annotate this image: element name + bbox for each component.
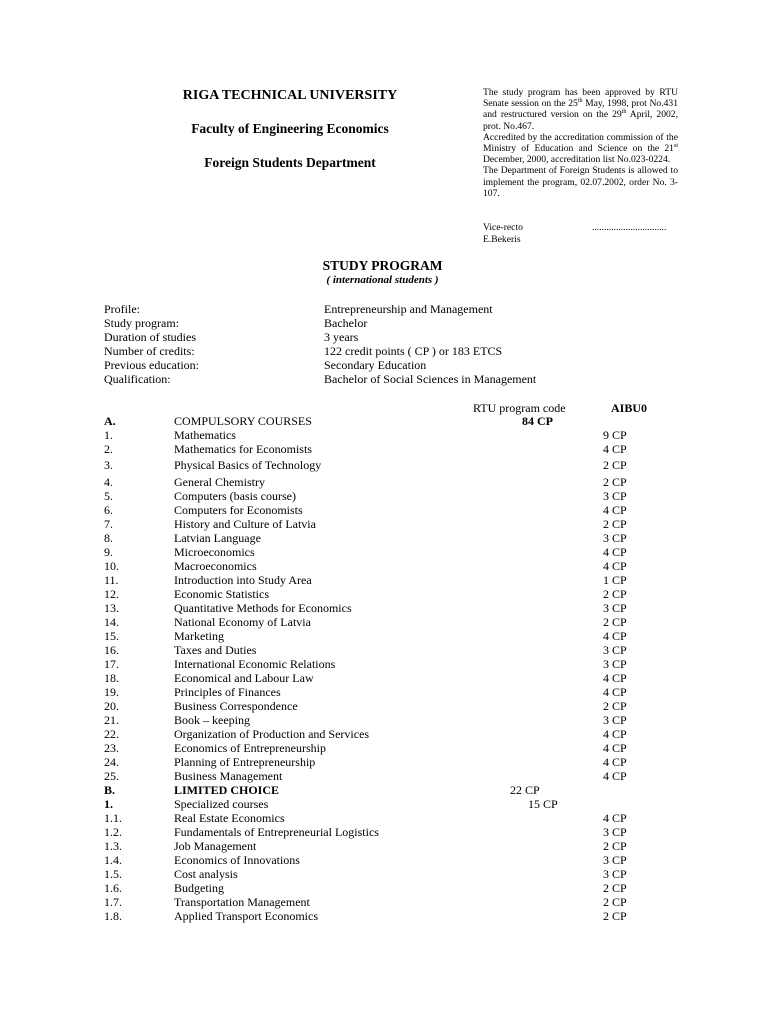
course-number: 1.2. <box>104 825 122 839</box>
course-row <box>0 657 768 671</box>
faculty-name: Faculty of Engineering Economics <box>191 121 389 136</box>
course-number: 9. <box>104 545 113 559</box>
info-value-study-program: Bachelor <box>324 316 368 330</box>
course-number: 21. <box>104 713 119 727</box>
course-credits: 2 CP <box>603 909 627 923</box>
course-row <box>0 825 768 839</box>
approval-paragraph-department: The Department of Foreign Students is allowed to implement the program, 02.07.2002, order No. 3-107. <box>483 165 678 199</box>
info-label-previous-education: Previous education: <box>104 358 199 372</box>
course-name: Macroeconomics <box>174 559 257 573</box>
course-credits: 2 CP <box>603 587 627 601</box>
course-name: Computers for Economists <box>174 503 303 517</box>
course-number: 25. <box>104 769 119 783</box>
course-credits: 4 CP <box>603 811 627 825</box>
course-number: 1.3. <box>104 839 122 853</box>
course-number: 18. <box>104 671 119 685</box>
section-limited-header <box>0 783 768 797</box>
section-title: COMPULSORY COURSES <box>174 414 312 428</box>
course-name: Economics of Innovations <box>174 853 300 867</box>
course-number: 23. <box>104 741 119 755</box>
course-credits: 4 CP <box>603 755 627 769</box>
course-credits: 2 CP <box>603 895 627 909</box>
course-row <box>0 909 768 923</box>
info-value-qualification: Bachelor of Social Sciences in Management <box>324 372 537 386</box>
course-credits: 3 CP <box>603 657 627 671</box>
course-number: 4. <box>104 475 113 489</box>
course-credits: 2 CP <box>603 458 627 472</box>
course-row <box>0 587 768 601</box>
section-letter: A. <box>104 414 116 428</box>
course-credits: 4 CP <box>603 629 627 643</box>
course-row <box>0 531 768 545</box>
course-credits: 4 CP <box>603 442 627 456</box>
group-title: Specialized courses <box>174 797 269 811</box>
course-credits: 2 CP <box>603 699 627 713</box>
info-value-profile: Entrepreneurship and Management <box>324 302 493 316</box>
program-subtitle: ( international students ) <box>326 274 439 286</box>
info-label-qualification: Qualification: <box>104 372 171 386</box>
course-name: Introduction into Study Area <box>174 573 312 587</box>
course-name: Budgeting <box>174 881 224 895</box>
section-letter: B. <box>104 783 116 797</box>
approval-paragraph-senate <box>483 87 678 132</box>
department-name: Foreign Students Department <box>204 155 376 170</box>
course-credits: 4 CP <box>603 727 627 741</box>
course-name: Job Management <box>174 839 257 853</box>
course-name: Latvian Language <box>174 531 261 545</box>
course-credits: 1 CP <box>603 573 627 587</box>
course-name: Business Management <box>174 769 283 783</box>
course-credits: 3 CP <box>603 643 627 657</box>
university-name: RIGA TECHNICAL UNIVERSITY <box>182 88 398 103</box>
course-number: 12. <box>104 587 119 601</box>
course-credits: 4 CP <box>603 503 627 517</box>
course-name: General Chemistry <box>174 475 265 489</box>
course-name: Mathematics <box>174 428 236 442</box>
info-value-credits: 122 credit points ( CP ) or 183 ETCS <box>324 344 503 358</box>
course-row <box>0 769 768 783</box>
course-row <box>0 559 768 573</box>
info-label-duration: Duration of studies <box>104 330 196 344</box>
course-row <box>0 489 768 503</box>
course-number: 6. <box>104 503 113 517</box>
course-row <box>0 517 768 531</box>
course-credits: 3 CP <box>603 489 627 503</box>
course-row <box>0 839 768 853</box>
course-name: Computers (basis course) <box>174 489 296 503</box>
course-name: Transportation Management <box>174 895 310 909</box>
ordinal-suffix: th <box>577 98 583 105</box>
course-number: 13. <box>104 601 119 615</box>
course-row <box>0 755 768 769</box>
course-row <box>0 671 768 685</box>
course-number: 24. <box>104 755 119 769</box>
course-name: Economics of Entrepreneurship <box>174 741 326 755</box>
course-credits: 2 CP <box>603 881 627 895</box>
course-name: Real Estate Economics <box>174 811 285 825</box>
approval-text: Accredited by the accreditation commission of the Ministry of Education and Science on the 21 <box>483 131 678 155</box>
course-name: Planning of Entrepreneurship <box>174 755 316 769</box>
course-name: Economical and Labour Law <box>174 671 314 685</box>
course-credits: 4 CP <box>603 545 627 559</box>
course-row <box>0 615 768 629</box>
course-number: 1. <box>104 428 113 442</box>
course-credits: 9 CP <box>603 428 627 442</box>
approval-text: April, 2002, prot. No.467. <box>483 109 678 132</box>
group-number: 1. <box>104 797 113 811</box>
course-row <box>0 458 768 472</box>
course-number: 1.8. <box>104 909 122 923</box>
course-credits: 4 CP <box>603 559 627 573</box>
course-name: Taxes and Duties <box>174 643 257 657</box>
course-row <box>0 442 768 456</box>
info-value-duration: 3 years <box>324 330 359 344</box>
section-compulsory-header <box>0 414 768 428</box>
ordinal-suffix: th <box>621 109 627 116</box>
course-credits: 3 CP <box>603 531 627 545</box>
course-credits: 3 CP <box>603 853 627 867</box>
course-row <box>0 811 768 825</box>
signer-name: E.Bekeris <box>483 234 521 245</box>
signature-line: ............................... <box>592 222 667 233</box>
course-name: Microeconomics <box>174 545 255 559</box>
course-name: Marketing <box>174 629 224 643</box>
course-credits: 4 CP <box>603 769 627 783</box>
course-number: 1.1. <box>104 811 122 825</box>
course-row <box>0 867 768 881</box>
course-number: 7. <box>104 517 113 531</box>
course-credits: 4 CP <box>603 685 627 699</box>
course-credits: 3 CP <box>603 867 627 881</box>
rtu-code-label: RTU program code <box>473 401 566 415</box>
approval-text: The study program has been approved by RTU Senate session on the 25 <box>483 87 678 110</box>
course-number: 3. <box>104 458 113 472</box>
course-row <box>0 713 768 727</box>
course-name: Fundamentals of Entrepreneurial Logistics <box>174 825 379 839</box>
course-number: 15. <box>104 629 119 643</box>
course-name: History and Culture of Latvia <box>174 517 316 531</box>
course-name: Organization of Production and Services <box>174 727 370 741</box>
course-credits: 2 CP <box>603 475 627 489</box>
course-row <box>0 643 768 657</box>
course-credits: 3 CP <box>603 601 627 615</box>
course-name: National Economy of Latvia <box>174 615 311 629</box>
group-total: 15 CP <box>528 797 558 811</box>
program-title: STUDY PROGRAM <box>322 258 443 273</box>
course-row <box>0 573 768 587</box>
course-number: 20. <box>104 699 119 713</box>
course-name: Business Correspondence <box>174 699 298 713</box>
course-row <box>0 503 768 517</box>
course-name: Quantitative Methods for Economics <box>174 601 352 615</box>
approval-text: December, 2000, accreditation list No.023-0224. <box>483 154 671 166</box>
section-total: 84 CP <box>522 414 553 428</box>
info-value-previous-education: Secondary Education <box>324 358 427 372</box>
course-credits: 3 CP <box>603 825 627 839</box>
rtu-code-value: AIBU0 <box>611 401 648 415</box>
course-number: 22. <box>104 727 119 741</box>
course-name: Applied Transport Economics <box>174 909 318 923</box>
course-number: 1.5. <box>104 867 122 881</box>
course-name: International Economic Relations <box>174 657 336 671</box>
course-name: Physical Basics of Technology <box>174 458 322 472</box>
signer-title: Vice-recto <box>483 222 523 233</box>
course-number: 10. <box>104 559 119 573</box>
info-label-credits: Number of credits: <box>104 344 195 358</box>
course-row <box>0 601 768 615</box>
approval-text: May, 1998, prot No.431 and restructured version on the 29 <box>483 98 679 121</box>
course-number: 1.7. <box>104 895 122 909</box>
course-number: 19. <box>104 685 119 699</box>
course-row <box>0 428 768 442</box>
course-credits: 2 CP <box>603 615 627 629</box>
course-row <box>0 727 768 741</box>
course-name: Mathematics for Economists <box>174 442 312 456</box>
course-row <box>0 685 768 699</box>
info-label-study-program: Study program: <box>104 316 179 330</box>
approval-note <box>483 87 678 199</box>
course-number: 8. <box>104 531 113 545</box>
course-number: 11. <box>104 573 119 587</box>
course-number: 1.4. <box>104 853 122 867</box>
section-total: 22 CP <box>510 783 540 797</box>
group-specialized-header <box>0 797 768 811</box>
course-credits: 3 CP <box>603 713 627 727</box>
course-number: 14. <box>104 615 119 629</box>
ordinal-suffix: st <box>673 142 678 149</box>
course-number: 2. <box>104 442 113 456</box>
course-credits: 2 CP <box>603 517 627 531</box>
course-row <box>0 699 768 713</box>
course-row <box>0 881 768 895</box>
course-number: 5. <box>104 489 113 503</box>
course-row <box>0 545 768 559</box>
course-number: 1.6. <box>104 881 122 895</box>
course-row <box>0 895 768 909</box>
course-row <box>0 629 768 643</box>
course-credits: 4 CP <box>603 741 627 755</box>
course-name: Economic Statistics <box>174 587 269 601</box>
course-row <box>0 475 768 489</box>
course-name: Principles of Finances <box>174 685 281 699</box>
course-name: Book – keeping <box>174 713 250 727</box>
info-label-profile: Profile: <box>104 302 140 316</box>
course-number: 16. <box>104 643 119 657</box>
course-row <box>0 853 768 867</box>
course-row <box>0 741 768 755</box>
course-name: Cost analysis <box>174 867 238 881</box>
course-number: 17. <box>104 657 119 671</box>
course-credits: 4 CP <box>603 671 627 685</box>
section-title: LIMITED CHOICE <box>174 783 280 797</box>
approval-paragraph-accreditation <box>483 132 678 166</box>
course-credits: 2 CP <box>603 839 627 853</box>
